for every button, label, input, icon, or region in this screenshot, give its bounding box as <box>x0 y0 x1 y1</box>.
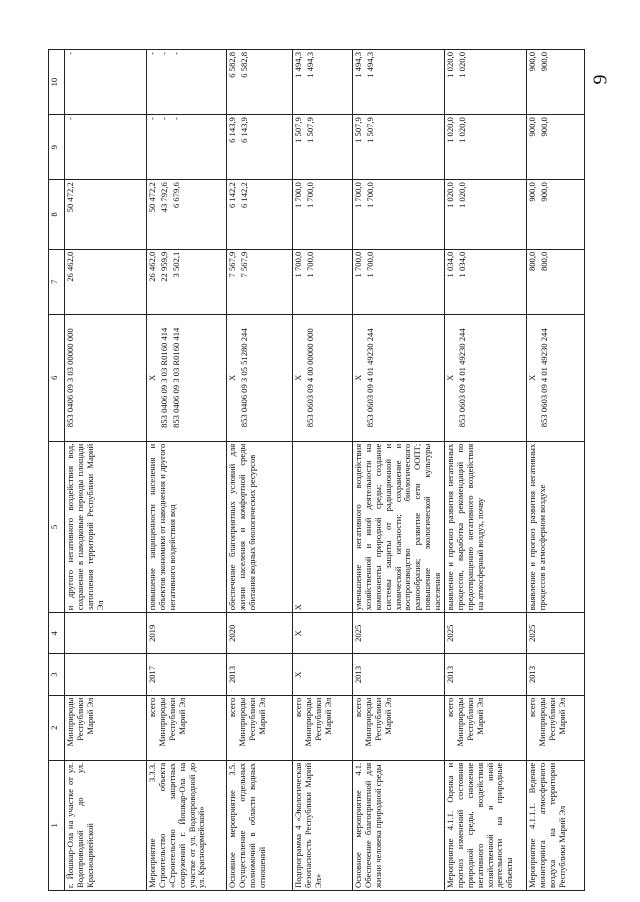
cell-line: 1 034,0 <box>457 251 467 278</box>
cell-col1: Основное мероприятие 3.5. Осуществление отдельных полномочий в области водных отношений <box>227 760 293 890</box>
cell-col6 <box>527 314 585 441</box>
cell-line: 6 679,6 <box>171 182 181 209</box>
table-row <box>353 50 445 891</box>
cell-line: 1 020,0 <box>445 117 455 143</box>
cell-line: - <box>147 117 157 121</box>
cell-col7 <box>353 249 445 314</box>
cell-line: 1 020,0 <box>457 117 467 143</box>
header-cell: 9 <box>49 115 65 180</box>
cell-col8 <box>353 180 445 249</box>
cell-col6 <box>147 314 227 441</box>
cell-line: X <box>527 374 537 381</box>
cell-col1: Мероприятие 4.1.1.1. Ведение мониторинга атмосферного воздуха на территории Республики Марий Эл <box>527 760 585 890</box>
cell-col7 <box>293 249 353 314</box>
table-row <box>147 50 227 891</box>
cell-line: 1 507,9 <box>305 117 315 143</box>
header-row <box>49 50 65 891</box>
cell-col3: 2017 <box>147 654 227 695</box>
table-row <box>293 50 353 891</box>
cell-col2: всего Минприроды Республики Марий Эл <box>445 695 527 760</box>
cell-col9 <box>227 115 293 180</box>
cell-col1: Мероприятие 3.3.3. Строительство объекта «Строительство защитных сооружений г. Йошкар-Ола на участке от ул. Водопроводной до ул. Красноармейской» <box>147 760 227 890</box>
cell-line: 900,0 <box>527 52 537 72</box>
cell-line: 1 700,0 <box>293 251 303 278</box>
cell-col10 <box>445 50 527 115</box>
cell-col9 <box>65 115 147 180</box>
header-cell: 10 <box>49 50 65 115</box>
cell-line: 43 792,6 <box>159 182 169 213</box>
cell-line: 1 034,0 <box>445 251 455 278</box>
cell-col8 <box>293 180 353 249</box>
cell-line: 6 582,8 <box>239 52 249 78</box>
cell-col1: г. Йошкар-Ола на участке от ул. Водопроводной до ул. Красноармейской <box>65 760 147 890</box>
cell-line: 800,0 <box>539 251 549 272</box>
cell-col6 <box>293 314 353 441</box>
cell-line: 26 462,0 <box>65 251 75 282</box>
cell-col4: 2019 <box>147 613 227 654</box>
cell-line: 50 472,2 <box>147 182 157 213</box>
cell-col6 <box>445 314 527 441</box>
cell-line: 1 700,0 <box>305 251 315 278</box>
cell-line: 6 142,2 <box>227 182 237 209</box>
cell-col5: обеспечение благоприятных условий для жизни населения и комфортной среды обитания водных биологических ресурсов <box>227 441 293 612</box>
cell-line: 1 507,9 <box>293 117 303 143</box>
cell-line: 900,0 <box>539 182 549 202</box>
cell-line: 1 494,3 <box>365 52 375 78</box>
cell-col10 <box>527 50 585 115</box>
cell-line: 1 494,3 <box>293 52 303 78</box>
cell-line: X <box>445 374 455 381</box>
cell-col10 <box>65 50 147 115</box>
cell-line: 6 143,9 <box>239 117 249 143</box>
cell-line: 1 700,0 <box>353 251 363 278</box>
cell-line: 6 143,9 <box>227 117 237 143</box>
cell-line: 1 700,0 <box>365 251 375 278</box>
cell-col6 <box>353 314 445 441</box>
cell-col3: X <box>293 654 353 695</box>
header-cell: 2 <box>49 695 65 760</box>
cell-line: 900,0 <box>527 117 537 137</box>
cell-col2: всего Минприроды Республики Марий Эл <box>227 695 293 760</box>
cell-line: 853 0603 09 4 00 00000 000 <box>305 328 315 428</box>
cell-col1: Мероприятие 4.1.1. Оценка и прогноз изменений состояния природной среды, снижение негативного воздействия хозяйственной и иной деятельности на природные объекты <box>445 760 527 890</box>
table-row <box>227 50 293 891</box>
cell-col1: Основное мероприятие 4.1. Обеспечение благоприятной для жизни человека природной среды <box>353 760 445 890</box>
cell-col8 <box>445 180 527 249</box>
header-cell: 7 <box>49 249 65 314</box>
cell-line: - <box>65 117 75 121</box>
header-cell: 1 <box>49 760 65 890</box>
cell-line: 1 700,0 <box>293 182 303 209</box>
cell-line: X <box>353 374 363 381</box>
cell-col9 <box>293 115 353 180</box>
cell-col3: 2013 <box>527 654 585 695</box>
cell-col2: всего Минприроды Республики Марий Эл <box>293 695 353 760</box>
cell-col9 <box>445 115 527 180</box>
cell-col6 <box>227 314 293 441</box>
cell-line: X <box>293 374 303 381</box>
cell-line: 3 502,1 <box>171 251 181 278</box>
cell-line: X <box>147 374 157 381</box>
cell-col10 <box>227 50 293 115</box>
cell-line: 6 142,2 <box>239 182 249 209</box>
cell-line: 1 020,0 <box>457 182 467 209</box>
cell-line: 1 494,3 <box>305 52 315 78</box>
cell-col1: Подпрограмма 4 «Экологическая безопасность Республики Марий Эл» <box>293 760 353 890</box>
cell-line: 50 472,2 <box>65 182 75 213</box>
cell-line: 900,0 <box>527 182 537 202</box>
cell-col5: X <box>293 441 353 612</box>
cell-line: 853 0406 09 3 03 R0160 414 <box>171 327 181 428</box>
cell-line: 800,0 <box>527 251 537 272</box>
cell-line: 1 507,9 <box>365 117 375 143</box>
cell-line: - <box>159 52 169 55</box>
cell-line: 26 462,0 <box>147 251 157 282</box>
cell-line: 7 567,9 <box>239 251 249 278</box>
cell-line: - <box>159 117 169 121</box>
cell-col9 <box>527 115 585 180</box>
cell-col8 <box>527 180 585 249</box>
cell-line: 900,0 <box>539 52 549 72</box>
header-cell: 4 <box>49 613 65 654</box>
cell-col10 <box>147 50 227 115</box>
rotated-page <box>48 49 638 891</box>
cell-line: X <box>227 374 237 381</box>
cell-line: 22 959,9 <box>159 251 169 282</box>
table-row <box>65 50 147 891</box>
cell-col4: 2025 <box>445 613 527 654</box>
cell-line: 1 020,0 <box>445 182 455 209</box>
header-cell: 6 <box>49 314 65 441</box>
cell-line: 853 0603 09 4 01 49230 244 <box>365 328 375 428</box>
cell-col4: 2025 <box>527 613 585 654</box>
cell-col4: X <box>293 613 353 654</box>
cell-col2: всего Минприроды Республики Марий Эл <box>353 695 445 760</box>
cell-col7 <box>527 249 585 314</box>
cell-col4: 2025 <box>353 613 445 654</box>
cell-col3: 2013 <box>353 654 445 695</box>
cell-col9 <box>353 115 445 180</box>
cell-col7 <box>227 249 293 314</box>
cell-line: 1 020,0 <box>445 52 455 78</box>
cell-line: 1 507,9 <box>353 117 363 143</box>
cell-line: 853 0406 09 3 03 R0160 414 <box>159 327 169 428</box>
cell-col8 <box>65 180 147 249</box>
cell-col3 <box>65 654 147 695</box>
header-cell: 3 <box>49 654 65 695</box>
cell-col5: уменьшение негативного воздействия хозяйственной и иной деятельности на компоненты природной среды; создание системы защиты от радиационной и химической опасности; сохранение и воспроизводство биологического разнообразия; развитие сети ООПТ; повышение экологической культуры населения <box>353 441 445 612</box>
cell-line: 1 494,3 <box>353 52 363 78</box>
cell-col10 <box>353 50 445 115</box>
cell-line: 6 582,8 <box>227 52 237 78</box>
cell-col3: 2013 <box>227 654 293 695</box>
cell-col5: выявление и прогноз развития негативных процессов, выработка рекомендаций по предотвращению негативного воздействия на атмосферный воздух, почву <box>445 441 527 612</box>
header-cell: 5 <box>49 441 65 612</box>
cell-line: 1 700,0 <box>353 182 363 209</box>
cell-col8 <box>147 180 227 249</box>
table-row <box>445 50 527 891</box>
cell-col7 <box>445 249 527 314</box>
cell-col7 <box>65 249 147 314</box>
page-number: 9 <box>589 74 612 85</box>
cell-col2: всего Минприроды Республики Марий Эл <box>147 695 227 760</box>
cell-line: 1 700,0 <box>365 182 375 209</box>
cell-line: - <box>147 52 157 55</box>
table-body <box>65 50 585 891</box>
cell-col2: Минприроды Республики Марий Эл <box>65 695 147 760</box>
cell-col5: повышение защищенности населения и объектов экономики от наводнения и другого негативного воздействия вод <box>147 441 227 612</box>
cell-col7 <box>147 249 227 314</box>
cell-col2: всего Минприроды Республики Марий Эл <box>527 695 585 760</box>
cell-line: - <box>171 117 181 121</box>
cell-col10 <box>293 50 353 115</box>
cell-col9 <box>147 115 227 180</box>
cell-line: - <box>65 52 75 55</box>
cell-line: 900,0 <box>539 117 549 137</box>
cell-col5: выявление и прогноз развития негативных процессов в атмосферном воздухе <box>527 441 585 612</box>
cell-line: - <box>171 52 181 55</box>
cell-line: 1 020,0 <box>457 52 467 78</box>
cell-col5: и другого негативного воздействия вод, сохранение в паводковые периоды площади затопления территорий Республики Марий Эл <box>65 441 147 612</box>
table-row <box>527 50 585 891</box>
cell-line: 7 567,9 <box>227 251 237 278</box>
cell-line: 853 0406 09 3 05 51280 244 <box>239 328 249 428</box>
cell-col3: 2013 <box>445 654 527 695</box>
cell-line: 853 0603 09 4 01 49230 244 <box>457 328 467 428</box>
cell-col8 <box>227 180 293 249</box>
header-cell: 8 <box>49 180 65 249</box>
cell-line: 853 0603 09 4 01 49230 244 <box>539 328 549 428</box>
budget-table <box>48 49 585 891</box>
cell-col4 <box>65 613 147 654</box>
cell-col4: 2020 <box>227 613 293 654</box>
cell-line: 1 700,0 <box>305 182 315 209</box>
cell-line: 853 0406 09 3 03 00000 000 <box>65 328 75 428</box>
cell-col6 <box>65 314 147 441</box>
